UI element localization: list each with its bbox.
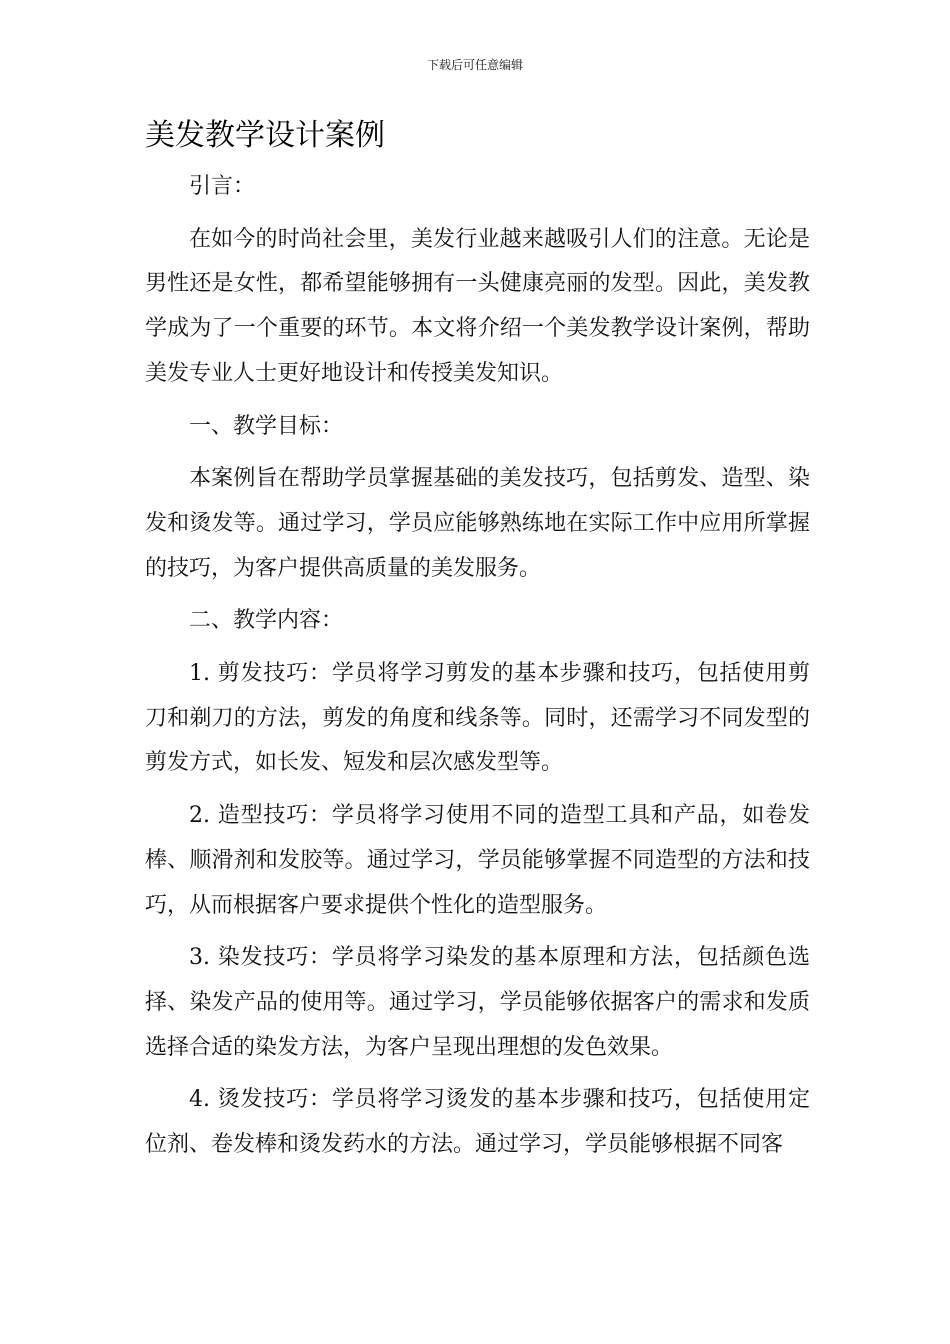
content-item-coloring: 3. 染发技巧：学员将学习染发的基本原理和方法，包括颜色选择、染发产品的使用等。通过学习，学员能够依据客户的需求和发质选择合适的染发方法，为客户呈现出理想的发色效果。 <box>145 945 810 1060</box>
intro-heading: 引言： <box>189 174 256 199</box>
content-item-styling: 2. 造型技巧：学员将学习使用不同的造型工具和产品，如卷发棒、顺滑剂和发胶等。通过学习，学员能够掌握不同造型的方法和技巧，从而根据客户要求提供个性化的造型服务。 <box>145 803 810 918</box>
section-heading-content: 二、教学内容： <box>189 608 344 634</box>
header-note: 下载后可任意编辑 <box>426 58 523 72</box>
content-item-perming: 4. 烫发技巧：学员将学习烫发的基本步骤和技巧，包括使用定位剂、卷发棒和烫发药水的方法。通过学习，学员能够根据不同客 <box>145 1087 810 1158</box>
document-body <box>145 165 810 1176</box>
content-item-cutting: 1. 剪发技巧：学员将学习剪发的基本步骤和技巧，包括使用剪刀和剃刀的方法，剪发的角度和线条等。同时，还需学习不同发型的剪发方式，如长发、短发和层次感发型等。 <box>145 661 810 776</box>
objectives-paragraph: 本案例旨在帮助学员掌握基础的美发技巧，包括剪发、造型、染发和烫发等。通过学习，学员应能够熟练地在实际工作中应用所掌握的技巧，为客户提供高质量的美发服务。 <box>145 466 810 581</box>
document-title: 美发教学设计案例 <box>145 118 385 153</box>
section-heading-objectives: 一、教学目标： <box>189 413 344 439</box>
intro-paragraph: 在如今的时尚社会里，美发行业越来越吸引人们的注意。无论是男性还是女性，都希望能够拥有一头健康亮丽的发型。因此，美发教学成为了一个重要的环节。本文将介绍一个美发教学设计案例，帮助美发专业人士更好地设计和传授美发知识。 <box>145 226 810 386</box>
